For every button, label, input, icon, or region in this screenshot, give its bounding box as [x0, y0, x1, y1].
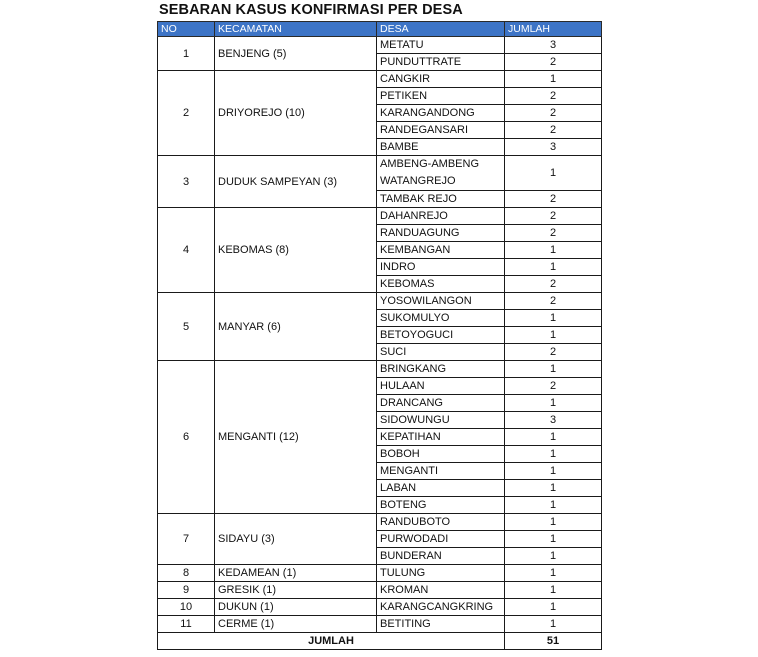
table-row — [158, 156, 602, 191]
cell-jumlah: 3 — [505, 37, 602, 54]
cell-desa: BAMBE — [377, 139, 505, 156]
cell-desa: DAHANREJO — [377, 208, 505, 225]
cell-jumlah: 1 — [505, 242, 602, 259]
cell-no: 6 — [158, 361, 215, 514]
cell-no: 1 — [158, 37, 215, 71]
cell-jumlah: 1 — [505, 259, 602, 276]
cell-no: 2 — [158, 71, 215, 156]
cell-desa: YOSOWILANGON — [377, 293, 505, 310]
cell-no: 10 — [158, 599, 215, 616]
cases-table — [157, 21, 602, 650]
table-row — [158, 208, 602, 225]
cell-jumlah: 1 — [505, 71, 602, 88]
cell-desa: CANGKIR — [377, 71, 505, 88]
cell-desa: LABAN — [377, 480, 505, 497]
header-jumlah: JUMLAH — [505, 22, 602, 37]
cell-jumlah: 1 — [505, 514, 602, 531]
cell-desa: PURWODADI — [377, 531, 505, 548]
total-label: JUMLAH — [158, 633, 505, 650]
cell-desa: RANDUBOTO — [377, 514, 505, 531]
cell-jumlah: 1 — [505, 548, 602, 565]
cell-kecamatan: MENGANTI (12) — [215, 361, 377, 514]
cell-desa: PUNDUTTRATE — [377, 54, 505, 71]
table-row — [158, 71, 602, 88]
cell-desa: BUNDERAN — [377, 548, 505, 565]
cell-jumlah: 1 — [505, 531, 602, 548]
cell-jumlah: 2 — [505, 293, 602, 310]
cell-no: 7 — [158, 514, 215, 565]
cell-desa: METATU — [377, 37, 505, 54]
cell-desa: SUKOMULYO — [377, 310, 505, 327]
cell-desa: HULAAN — [377, 378, 505, 395]
cell-jumlah: 1 — [505, 395, 602, 412]
cell-jumlah: 1 — [505, 582, 602, 599]
table-row — [158, 37, 602, 54]
cell-jumlah: 1 — [505, 327, 602, 344]
cell-jumlah: 2 — [505, 191, 602, 208]
cell-desa: TAMBAK REJO — [377, 191, 505, 208]
cell-no: 11 — [158, 616, 215, 633]
cell-desa: SUCI — [377, 344, 505, 361]
cell-jumlah: 3 — [505, 139, 602, 156]
table-row — [158, 361, 602, 378]
table-row — [158, 565, 602, 582]
cell-jumlah: 2 — [505, 105, 602, 122]
cell-desa: KROMAN — [377, 582, 505, 599]
cell-desa: KEBOMAS — [377, 276, 505, 293]
cell-desa: TULUNG — [377, 565, 505, 582]
cell-kecamatan: DRIYOREJO (10) — [215, 71, 377, 156]
cell-kecamatan: MANYAR (6) — [215, 293, 377, 361]
cell-jumlah: 1 — [505, 565, 602, 582]
cell-jumlah: 2 — [505, 122, 602, 139]
cell-jumlah: 1 — [505, 599, 602, 616]
cell-kecamatan: KEDAMEAN (1) — [215, 565, 377, 582]
cell-no: 5 — [158, 293, 215, 361]
desa-line: AMBENG-AMBENG — [380, 158, 480, 170]
cell-desa — [377, 156, 505, 191]
cell-jumlah: 1 — [505, 361, 602, 378]
cell-jumlah: 1 — [505, 429, 602, 446]
cell-jumlah: 1 — [505, 156, 602, 191]
desa-line: WATANGREJO — [380, 175, 456, 187]
cell-jumlah: 1 — [505, 446, 602, 463]
cell-no: 9 — [158, 582, 215, 599]
cell-desa: RANDUAGUNG — [377, 225, 505, 242]
cell-jumlah: 2 — [505, 88, 602, 105]
cell-desa: INDRO — [377, 259, 505, 276]
cell-kecamatan: DUKUN (1) — [215, 599, 377, 616]
table-row — [158, 293, 602, 310]
cell-jumlah: 2 — [505, 208, 602, 225]
cell-no: 8 — [158, 565, 215, 582]
cell-no: 3 — [158, 156, 215, 208]
cell-jumlah: 3 — [505, 412, 602, 429]
cell-desa: MENGANTI — [377, 463, 505, 480]
cell-jumlah: 2 — [505, 54, 602, 71]
table-row — [158, 514, 602, 531]
cell-desa: BRINGKANG — [377, 361, 505, 378]
cell-jumlah: 2 — [505, 225, 602, 242]
cell-kecamatan: GRESIK (1) — [215, 582, 377, 599]
cell-desa: KARANGANDONG — [377, 105, 505, 122]
cell-desa: PETIKEN — [377, 88, 505, 105]
cell-jumlah: 1 — [505, 463, 602, 480]
cell-kecamatan: KEBOMAS (8) — [215, 208, 377, 293]
total-value: 51 — [505, 633, 602, 650]
cell-desa: KEMBANGAN — [377, 242, 505, 259]
cell-jumlah: 1 — [505, 310, 602, 327]
cell-jumlah: 1 — [505, 616, 602, 633]
cell-desa: BOTENG — [377, 497, 505, 514]
cell-jumlah: 2 — [505, 344, 602, 361]
cell-desa: BETITING — [377, 616, 505, 633]
cell-desa: KARANGCANGKRING — [377, 599, 505, 616]
header-desa: DESA — [377, 22, 505, 37]
table-row — [158, 582, 602, 599]
cell-kecamatan: BENJENG (5) — [215, 37, 377, 71]
header-row — [158, 22, 602, 37]
cell-kecamatan: SIDAYU (3) — [215, 514, 377, 565]
cell-jumlah: 1 — [505, 497, 602, 514]
table-title: SEBARAN KASUS KONFIRMASI PER DESA — [159, 2, 463, 18]
header-kecamatan: KECAMATAN — [215, 22, 377, 37]
cell-desa: BETOYOGUCI — [377, 327, 505, 344]
cell-no: 4 — [158, 208, 215, 293]
total-row — [158, 633, 602, 650]
cell-kecamatan: DUDUK SAMPEYAN (3) — [215, 156, 377, 208]
cell-desa: SIDOWUNGU — [377, 412, 505, 429]
cell-jumlah: 1 — [505, 480, 602, 497]
cell-jumlah: 2 — [505, 378, 602, 395]
table-row — [158, 599, 602, 616]
cell-kecamatan: CERME (1) — [215, 616, 377, 633]
cell-desa: DRANCANG — [377, 395, 505, 412]
cell-desa: BOBOH — [377, 446, 505, 463]
cell-jumlah: 2 — [505, 276, 602, 293]
table-body — [158, 37, 602, 633]
cell-desa: RANDEGANSARI — [377, 122, 505, 139]
header-no: NO — [158, 22, 215, 37]
cell-desa: KEPATIHAN — [377, 429, 505, 446]
table-row — [158, 616, 602, 633]
